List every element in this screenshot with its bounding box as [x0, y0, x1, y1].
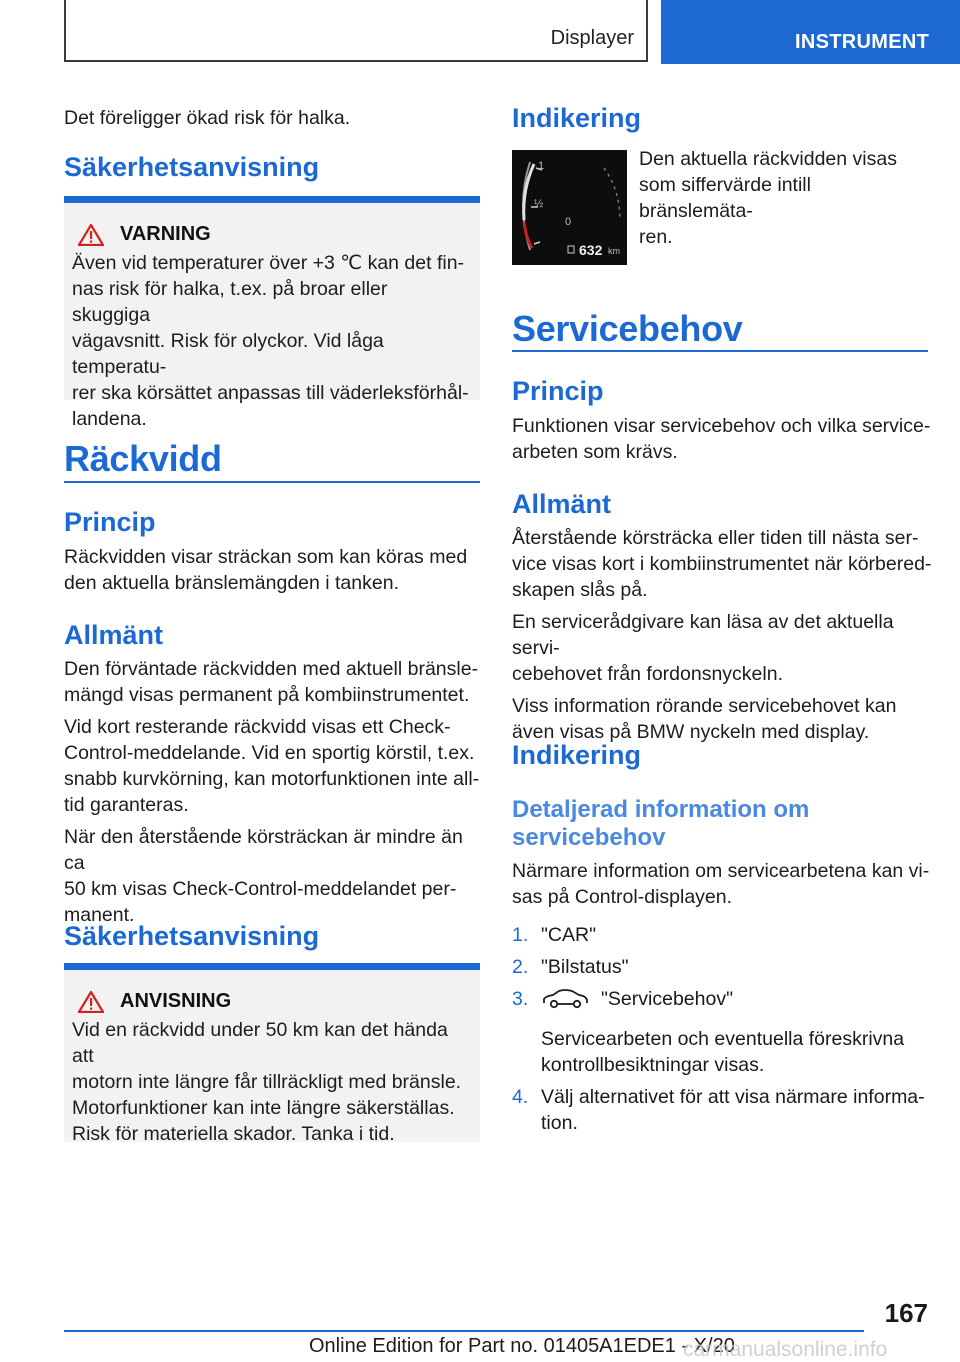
text-line: 50 km visas Check-Control-meddelandet per- [64, 878, 457, 900]
notice-line: Vid en räckvidd under 50 km kan det hända att [72, 1019, 448, 1067]
step-text-line: Välj alternativet för att visa närmare informa- [541, 1086, 925, 1108]
text-line: Återstående körsträcka eller tiden till nästa ser- [512, 527, 919, 549]
detail-title [512, 796, 928, 852]
step-text-line: tion. [541, 1112, 578, 1134]
service-display-title: Indikering [512, 740, 642, 770]
edition-text: Online Edition for Part no. 01405A1EDE1 - X/20 [309, 1335, 735, 1357]
text-line: Den aktuella räckvidden visas [639, 148, 897, 170]
header-section-label: Displayer [550, 27, 634, 49]
notice-header [72, 990, 470, 1013]
section-rule [64, 963, 480, 970]
notice-line: Risk för materiella skador. Tanka i tid. [72, 1123, 395, 1145]
safety-title-2: Säkerhetsanvisning [64, 921, 320, 951]
text-line: Viss information rörande servicebehovet kan [512, 695, 897, 717]
section-rule [64, 481, 480, 483]
footer-rule [64, 1330, 864, 1332]
text-line: den aktuella bränslemängden i tanken. [64, 572, 399, 594]
warning-line: landena. [72, 408, 147, 430]
display-title: Indikering [512, 103, 642, 133]
text-line: skapen slås på. [512, 579, 648, 601]
steps-list [512, 922, 928, 1142]
warning-line: Även vid temperaturer över +3 ℃ kan det fin- [72, 252, 465, 274]
text-line: snabb kurvkörning, kan motorfunktionen inte all- [64, 768, 480, 790]
text-line: Funktionen visar servicebehov och vilka service- [512, 415, 931, 437]
text-line: Control-meddelande. Vid en sportig körstil, t.ex. [64, 742, 475, 764]
gauge-empty-mark: 0 [565, 216, 572, 228]
step-text: "Bilstatus" [541, 956, 629, 978]
page-number: 167 [884, 1298, 928, 1328]
notice-label: ANVISNING [120, 990, 232, 1012]
text-line: När den återstående körsträckan är mindre än ca [64, 826, 463, 874]
gauge-full-mark: 1 [538, 160, 545, 172]
range-principle-text [64, 544, 484, 596]
range-title: Räckvidd [64, 438, 222, 479]
service-principle-title: Princip [512, 376, 604, 406]
fuel-gauge-image [512, 150, 627, 265]
text-line: manent. [64, 904, 135, 926]
section-rule [512, 350, 928, 352]
text-line: Närmare information om servicearbetena kan vi- [512, 860, 930, 882]
service-principle-text [512, 413, 932, 465]
header-chapter-tab [661, 0, 960, 64]
text-line: vice visas kort i kombiinstrumentet när körbered- [512, 553, 932, 575]
step-sub-line: kontrollbesiktningar visas. [541, 1054, 765, 1076]
service-title: Servicebehov [512, 308, 743, 349]
service-general-title: Allmänt [512, 489, 612, 519]
section-rule [64, 196, 480, 203]
warning-header [72, 223, 470, 246]
text-line: Vid kort resterande räckvidd visas ett Check- [64, 716, 451, 738]
step-number: 4. [512, 1086, 529, 1108]
text-line: som siffervärde intill bränslemäta- [639, 174, 811, 222]
notice-line: Motorfunktioner kan inte längre säkerställas. [72, 1097, 455, 1119]
safety-title-1: Säkerhetsanvisning [64, 152, 320, 182]
text-line: Räckvidden visar sträckan som kan köras med [64, 546, 468, 568]
header-section-tab [64, 0, 648, 62]
step-sub-line: Servicearbeten och eventuella föreskrivna [541, 1028, 905, 1050]
gauge-range-unit: km [608, 246, 620, 256]
list-item [512, 954, 928, 980]
intro-text: Det föreligger ökad risk för halka. [64, 107, 351, 129]
warning-label: VARNING [120, 223, 211, 245]
range-general-text [64, 656, 484, 928]
range-principle-title: Princip [64, 507, 156, 537]
list-item [512, 1084, 928, 1136]
warning-line: vägavsnitt. Risk för olyckor. Vid låga temperatu- [72, 330, 384, 378]
detail-title-line: Detaljerad information om [512, 796, 810, 823]
step-number: 3. [512, 988, 529, 1010]
header-chapter-label: INSTRUMENT [795, 31, 930, 53]
step-text-group [541, 986, 928, 1078]
notice-box [64, 970, 480, 1145]
watermark: carmanualsonline.info [683, 1338, 888, 1361]
text-line: mängd visas permanent på kombiinstrumentet. [64, 684, 470, 706]
step-number: 1. [512, 924, 529, 946]
text-line: tid garanteras. [64, 794, 189, 816]
step-text: "CAR" [541, 924, 597, 946]
step-number: 2. [512, 956, 529, 978]
text-line: även visas på BMW nyckeln med display. [512, 721, 870, 743]
list-item [512, 922, 928, 948]
notice-line: motorn inte längre får tillräckligt med bränsle. [72, 1071, 462, 1093]
display-text [639, 146, 929, 250]
warning-line: nas risk för halka, t.ex. på broar eller skuggiga [72, 278, 388, 326]
gauge-range-value: 632 [579, 242, 603, 258]
list-item [512, 986, 928, 1078]
warning-line: rer ska körsättet anpassas till väderleksförhål- [72, 382, 469, 404]
gauge-half-mark: ½ [534, 198, 544, 210]
step-text: "Servicebehov" [601, 988, 733, 1010]
text-line: Den förväntade räckvidden med aktuell bränsle- [64, 658, 479, 680]
warning-box [64, 203, 480, 430]
range-general-title: Allmänt [64, 620, 164, 650]
step-text-group [541, 1084, 928, 1136]
text-line: En servicerådgivare kan läsa av det aktuella servi- [512, 611, 894, 659]
warning-triangle-icon [78, 991, 104, 1013]
car-icon [541, 989, 589, 1009]
service-general-text [512, 525, 932, 745]
text-line: cebehovet från fordonsnyckeln. [512, 663, 784, 685]
detail-title-line: servicebehov [512, 824, 666, 851]
text-line: ren. [639, 226, 673, 248]
text-line: arbeten som krävs. [512, 441, 678, 463]
text-line: sas på Control-displayen. [512, 886, 733, 908]
detail-text [512, 858, 932, 910]
warning-triangle-icon [78, 224, 104, 246]
step-header [541, 986, 733, 1012]
